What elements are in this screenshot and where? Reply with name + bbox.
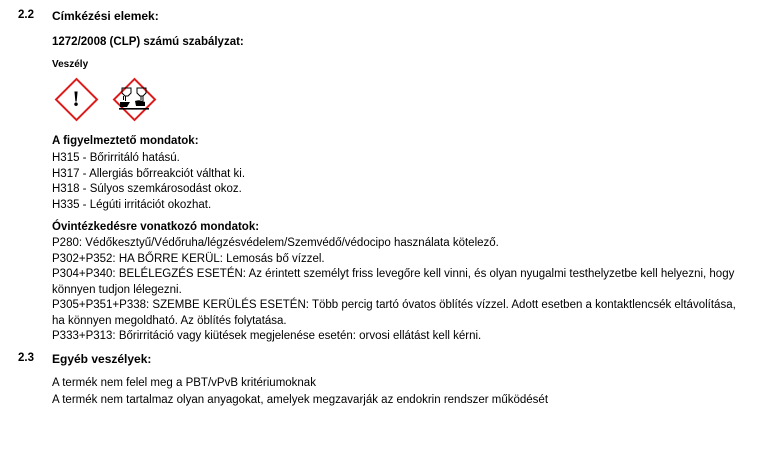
- section-2-3-number: 2.3: [18, 351, 34, 364]
- list-item: H315 - Bőrirritáló hatású.: [52, 152, 180, 164]
- signal-word: Veszély: [52, 59, 89, 70]
- list-item: P305+P351+P338: SZEMBE KERÜLÉS ESETÉN: Több percig tartó óvatos öblítés vízzel. Adott esetben a kontaktlencsék eltávolítása, ha könnyen megoldható. Az öblítés folytatása.: [52, 299, 736, 327]
- precautionary-statements-heading: Óvintézkedésre vonatkozó mondatok:: [52, 221, 260, 233]
- list-item: H318 - Súlyos szemkárosodást okoz.: [52, 183, 242, 195]
- list-item: P333+P313: Bőrirritáció vagy kiütések megjelenése esetén: orvosi ellátást kell kérni.: [52, 330, 482, 342]
- ghs07-exclamation-mark-icon: [54, 77, 98, 121]
- section-2-3-body: [52, 352, 757, 409]
- hazard-statements-heading: A figyelmeztető mondatok:: [52, 135, 199, 147]
- precautionary-statements-list: [52, 236, 747, 345]
- other-hazards-list: [52, 375, 747, 409]
- list-item: H335 - Légúti irritációt okozhat.: [52, 198, 212, 211]
- list-item: A termék nem felel meg a PBT/vPvB kritériumoknak: [52, 376, 316, 389]
- corrosion-svg: [119, 86, 149, 112]
- list-item: H317 - Allergiás bőrreakciót válthat ki.: [52, 167, 246, 180]
- list-item: P302+P352: HA BŐRRE KERÜL: Lemosás bő vízzel.: [52, 252, 325, 265]
- list-item: A termék nem tartalmaz olyan anyagokat, amelyek megzavarják az endokrin rendszer működését: [52, 393, 549, 406]
- hazard-statements-list: [52, 151, 747, 213]
- section-2-3-title: Egyéb veszélyek:: [52, 351, 152, 366]
- section-2-2-body: [52, 9, 757, 345]
- section-2-2-number: 2.2: [18, 9, 34, 21]
- clp-regulation-heading: 1272/2008 (CLP) számú szabályzat:: [52, 36, 244, 48]
- list-item: P280: Védőkesztyű/Védőruha/légzésvédelem/Szemvédő/védocipo használata kötelező.: [52, 237, 499, 249]
- corrosion-icon: [112, 77, 156, 121]
- ghs05-corrosion-icon: [112, 77, 156, 121]
- ghs-pictogram-group: [52, 77, 747, 121]
- list-item: P304+P340: BELÉLEGZÉS ESETÉN: Az érintett személyt friss levegőre kell vinni, és olyan nyugalmi testhelyzetbe kell helyezni, hogy könnyen tudjon lélegezni.: [52, 268, 735, 296]
- section-2-2-title: Címkézési elemek:: [52, 9, 159, 23]
- exclamation-mark-icon: [54, 77, 98, 121]
- exclamation-glyph: !: [72, 86, 80, 111]
- section-2-3: [0, 352, 757, 409]
